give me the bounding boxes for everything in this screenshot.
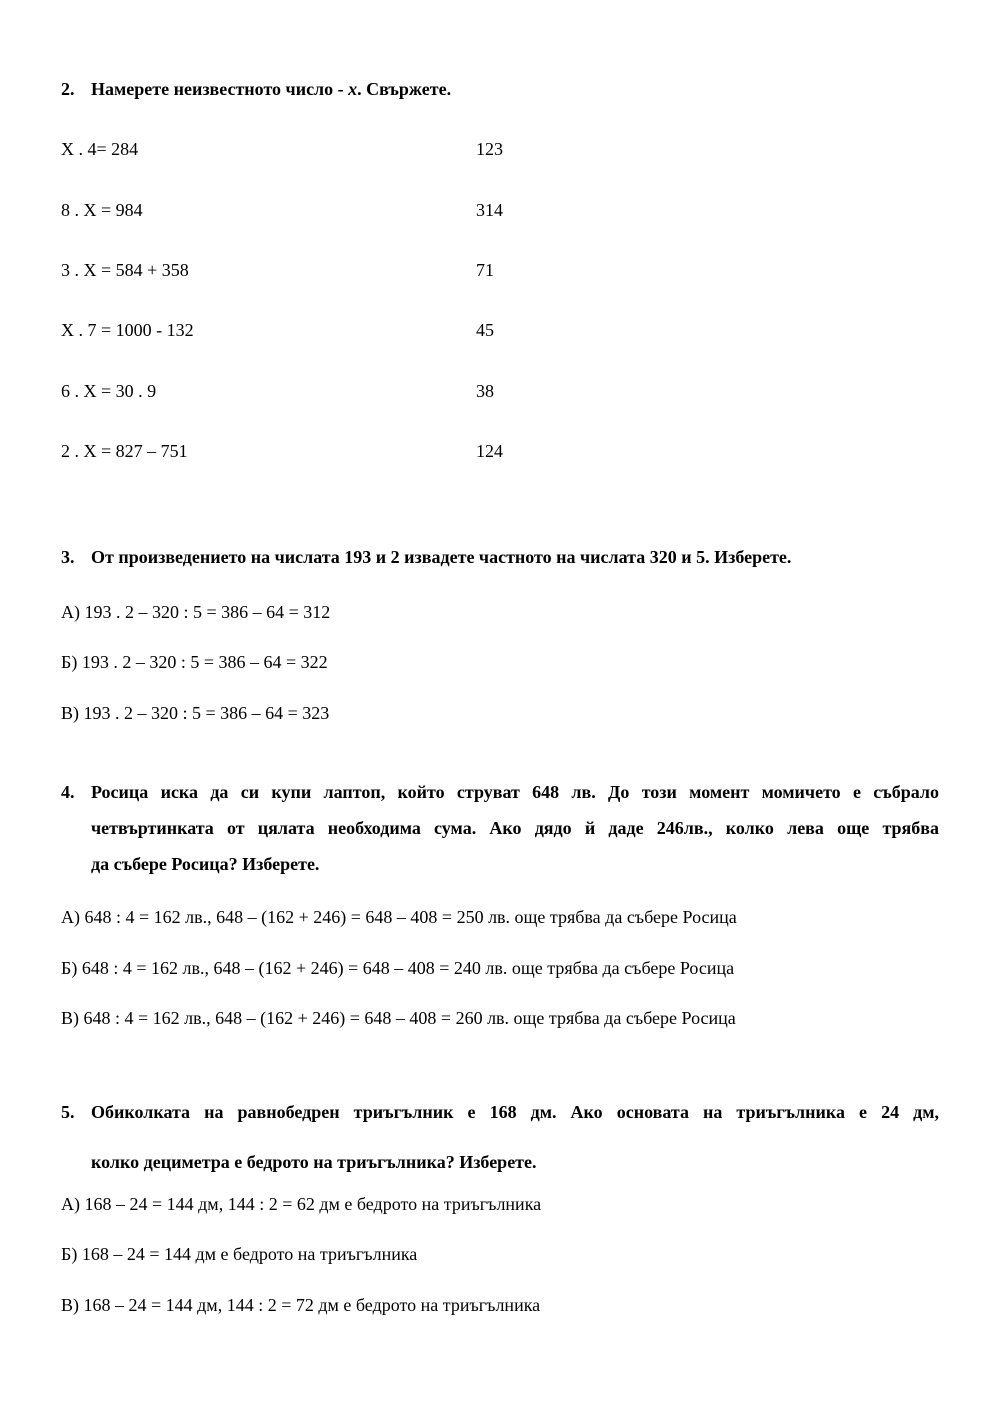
question-5-line-2: колко дециметра е бедрото на триъгълника? Изберете.	[91, 1152, 537, 1172]
question-4-option-b[interactable]: Б) 648 : 4 = 162 лв., 648 – (162 + 246) = 648 – 408 = 240 лв. още трябва да събере Росица	[61, 958, 735, 978]
question-4-option-c[interactable]: В) 648 : 4 = 162 лв., 648 – (162 + 246) = 648 – 408 = 260 лв. още трябва да събере Росица	[61, 1008, 736, 1028]
question-5-text	[91, 1087, 939, 1187]
question-4-text	[91, 774, 939, 882]
question-3-option-c[interactable]: В) 193 . 2 – 320 : 5 = 386 – 64 = 323	[61, 703, 330, 723]
question-4-number: 4.	[61, 782, 75, 802]
equation-6[interactable]: 2 . X = 827 – 751	[61, 441, 188, 461]
answer-6[interactable]: 124	[476, 441, 503, 461]
question-3-number: 3.	[61, 547, 75, 567]
question-4-line-3: да събере Росица? Изберете.	[91, 854, 320, 874]
question-2-text	[91, 71, 939, 107]
equation-5[interactable]: 6 . X = 30 . 9	[61, 381, 157, 401]
question-4-option-a[interactable]: А) 648 : 4 = 162 лв., 648 – (162 + 246) = 648 – 408 = 250 лв. още трябва да събере Росица	[61, 907, 737, 927]
question-5-line-1: Обиколката на равнобедрен триъгълник е 168 дм. Ако основата на триъгълника е 24 дм,	[91, 1102, 939, 1122]
equation-1[interactable]: X . 4= 284	[61, 139, 139, 159]
question-5-option-b[interactable]: Б) 168 – 24 = 144 дм е бедрото на триъгълника	[61, 1244, 418, 1264]
answer-1[interactable]: 123	[476, 139, 503, 159]
question-5-option-c[interactable]: В) 168 – 24 = 144 дм, 144 : 2 = 72 дм е бедрото на триъгълника	[61, 1295, 541, 1315]
question-3-option-b[interactable]: Б) 193 . 2 – 320 : 5 = 386 – 64 = 322	[61, 652, 328, 672]
equation-2[interactable]: 8 . X = 984	[61, 200, 143, 220]
question-2-text-a: Намерете неизвестното число -	[91, 79, 349, 99]
question-3-text: От произведението на числата 193 и 2 извадете частното на числата 320 и 5. Изберете.	[91, 547, 792, 567]
answer-5[interactable]: 38	[476, 381, 494, 401]
question-2-variable: x	[348, 79, 358, 99]
equation-4[interactable]: X . 7 = 1000 - 132	[61, 320, 194, 340]
answer-2[interactable]: 314	[476, 200, 503, 220]
question-2-text-b: . Свържете.	[357, 79, 452, 99]
answer-3[interactable]: 71	[476, 260, 494, 280]
question-4-line-2: четвъртинката от цялата необходима сума. Ако дядо й даде 246лв., колко лева още трябва	[91, 818, 939, 838]
question-3-option-a[interactable]: А) 193 . 2 – 320 : 5 = 386 – 64 = 312	[61, 602, 331, 622]
question-5-option-a[interactable]: А) 168 – 24 = 144 дм, 144 : 2 = 62 дм е бедрото на триъгълника	[61, 1194, 542, 1214]
answer-4[interactable]: 45	[476, 320, 494, 340]
question-5-number: 5.	[61, 1102, 75, 1122]
equation-3[interactable]: 3 . X = 584 + 358	[61, 260, 189, 280]
question-4-line-1: Росица иска да си купи лаптоп, който струват 648 лв. До този момент момичето е събрало	[91, 782, 939, 802]
question-2-number: 2.	[61, 79, 75, 99]
